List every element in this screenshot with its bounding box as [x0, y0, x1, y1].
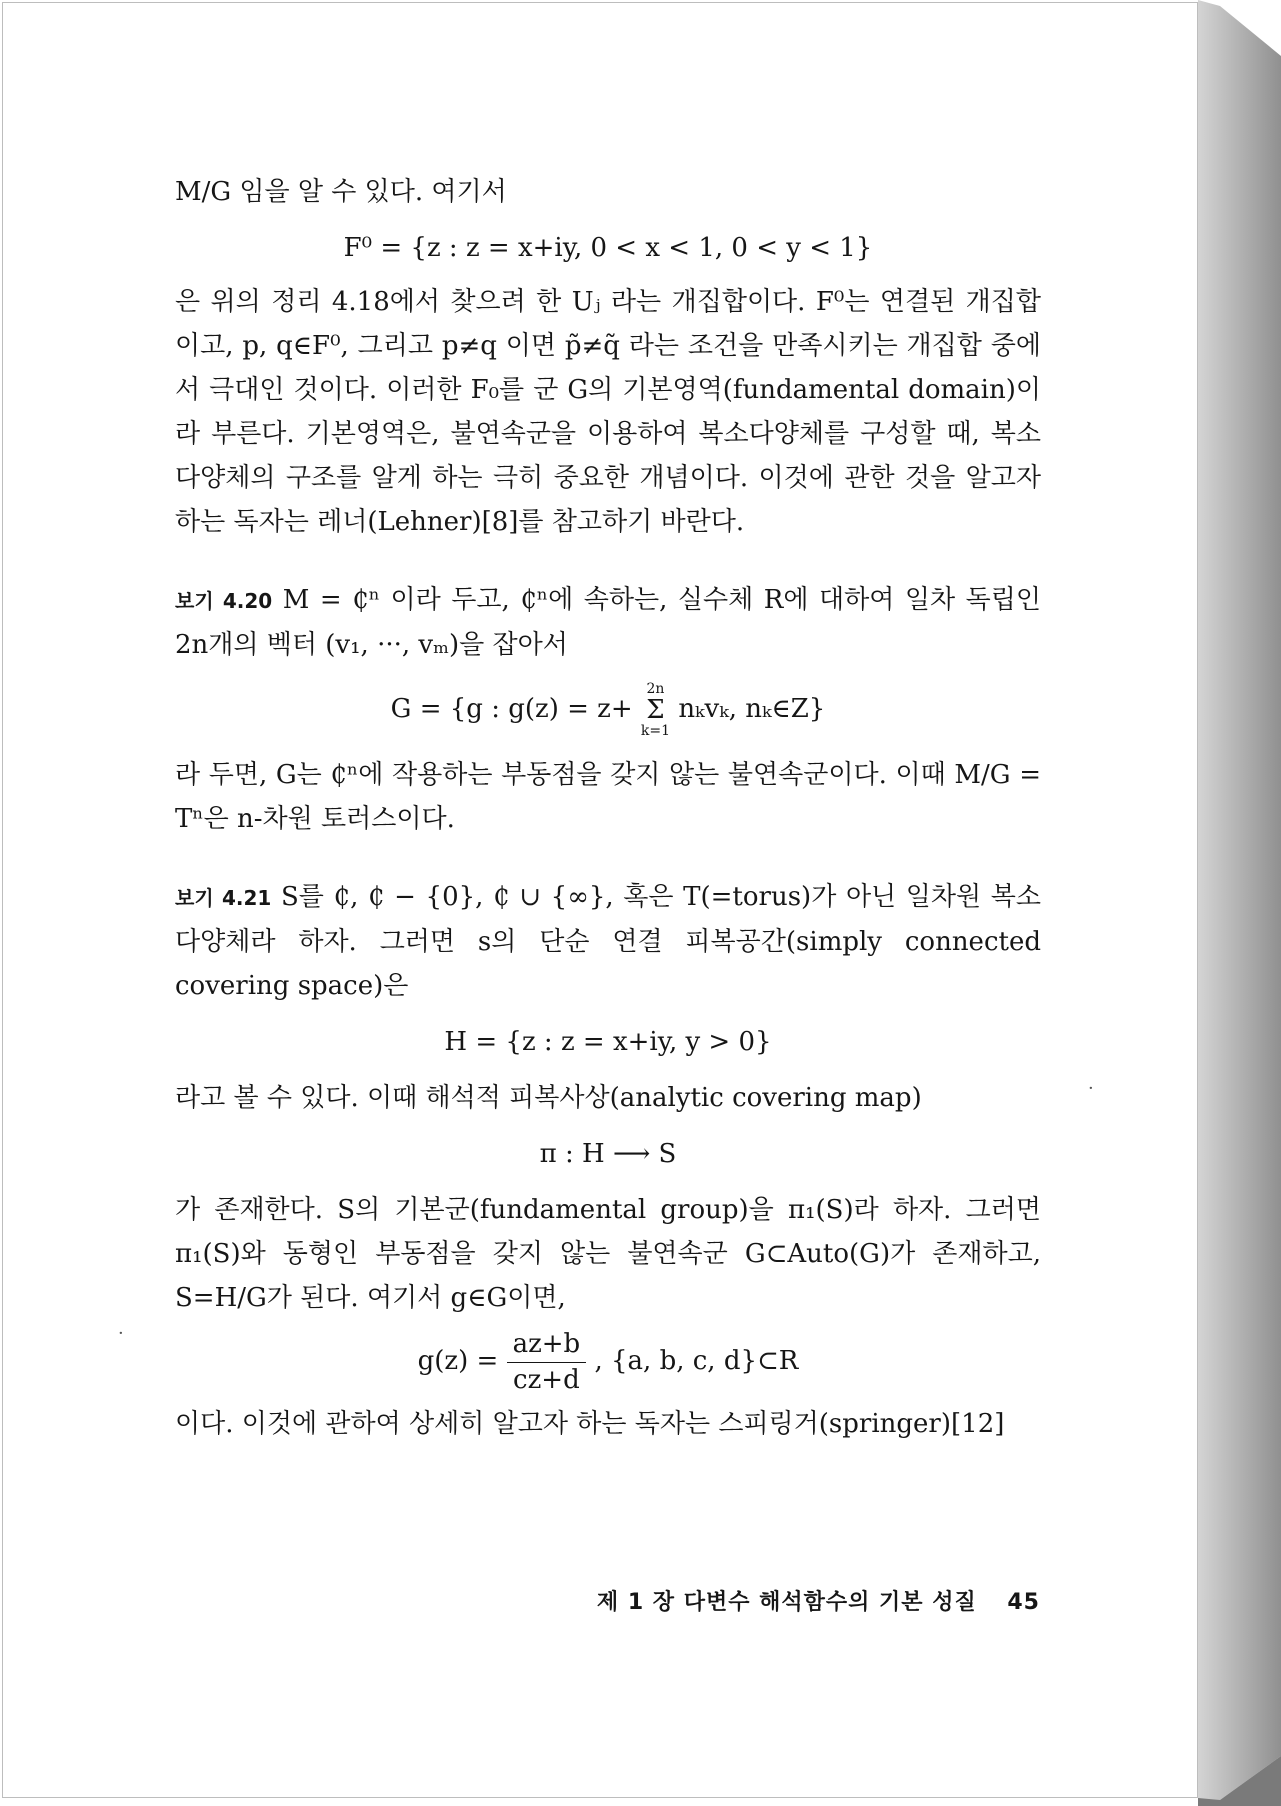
- page-number: 45: [1007, 1590, 1040, 1615]
- spacer: [175, 544, 1041, 578]
- sum-upper-limit: 2n: [646, 681, 665, 697]
- equation-group-G: [175, 681, 1041, 739]
- sum-sigma: Σ: [646, 695, 665, 725]
- example-4-20: [175, 578, 1041, 667]
- paragraph-torus: 라 두면, G는 ₵ⁿ에 작용하는 부동점을 갖지 않는 불연속군이다. 이때 M/G = Tⁿ은 n-차원 토러스이다.: [175, 760, 1041, 834]
- paragraph-intro: M/G 임을 알 수 있다. 여기서: [175, 177, 507, 207]
- paragraph-fundamental-group: 가 존재한다. S의 기본군(fundamental group)을 π₁(S)라 하자. 그러면 π₁(S)와 동형인 부동점을 갖지 않는 불연속군 G⊂Auto(G)가 존재하고, S=H/G가 된다. 여기서 g∈G이면,: [175, 1195, 1041, 1313]
- equation-left: g(z) =: [417, 1346, 499, 1377]
- chapter-title: 제 1 장 다변수 해석함수의 기본 성질: [596, 1590, 977, 1615]
- equation-mobius: [175, 1330, 1041, 1394]
- spacer: [175, 841, 1041, 875]
- page-footer: [555, 1585, 1040, 1616]
- example-label: 보기 4.20: [175, 589, 273, 613]
- page-body: [175, 170, 1041, 1446]
- example-4-21: [175, 875, 1041, 1008]
- example-text: S를 ₵, ₵ − {0}, ₵ ∪ {∞}, 혹은 T(=torus)가 아닌 일차원 복소다양체라 하자. 그러면 s의 단순 연결 피복공간(simply connected covering space)은: [175, 882, 1042, 1001]
- summation-symbol: [641, 681, 670, 739]
- equation-F0: F⁰ = {z : z = x+iy, 0 < x < 1, 0 < y < 1}: [343, 233, 873, 263]
- scan-speck: ·: [1088, 1078, 1094, 1099]
- paragraph-reference: 이다. 이것에 관하여 상세히 알고자 하는 독자는 스피링거(springer)[12]: [175, 1409, 1005, 1440]
- equation-right: , {a, b, c, d}⊂R: [594, 1346, 799, 1377]
- fraction-denominator: cz+d: [513, 1364, 580, 1395]
- equation-right: nₖvₖ, nₖ∈Z}: [678, 694, 826, 724]
- equation-pi-map: π : H ⟶ S: [539, 1139, 677, 1169]
- paragraph-fundamental-domain: 은 위의 정리 4.18에서 찾으려 한 Uⱼ 라는 개집합이다. F⁰는 연결된 개집합이고, p, q∈F⁰, 그리고 p≠q 이면 p̃≠q̃ 라는 조건을 만족시키는 개집합 중에서 극대인 것이다. 이러한 F₀를 군 G의 기본영역(fundamental domain)이라 부른다. 기본영역은, 불연속군을 이용하여 복소다양체를 구성할 때, 복소다양체의 구조를 알게 하는 극히 중요한 개념이다. 이것에 관한 것을 알고자 하는 독자는 레너(Lehner)[8]를 참고하기 바란다.: [175, 287, 1041, 537]
- example-text: M = ₵ⁿ 이라 두고, ₵ⁿ에 속하는, 실수체 R에 대하여 일차 독립인 2n개의 벡터 (v₁, ···, vₘ)을 잡아서: [175, 585, 1041, 660]
- equation-left: G = {g : g(z) = z+: [390, 694, 633, 724]
- equation-upper-half-plane: H = {z : z = x+iy, y > 0}: [444, 1027, 772, 1057]
- fraction-numerator: az+b: [507, 1330, 587, 1363]
- book-spine-edge: [1198, 0, 1281, 1806]
- scan-speck: ·: [118, 1323, 124, 1344]
- example-label: 보기 4.21: [175, 886, 272, 910]
- sum-lower-limit: k=1: [640, 723, 671, 739]
- fraction: [507, 1330, 587, 1394]
- paragraph-covering-map: 라고 볼 수 있다. 이때 해석적 피복사상(analytic covering map): [175, 1083, 922, 1113]
